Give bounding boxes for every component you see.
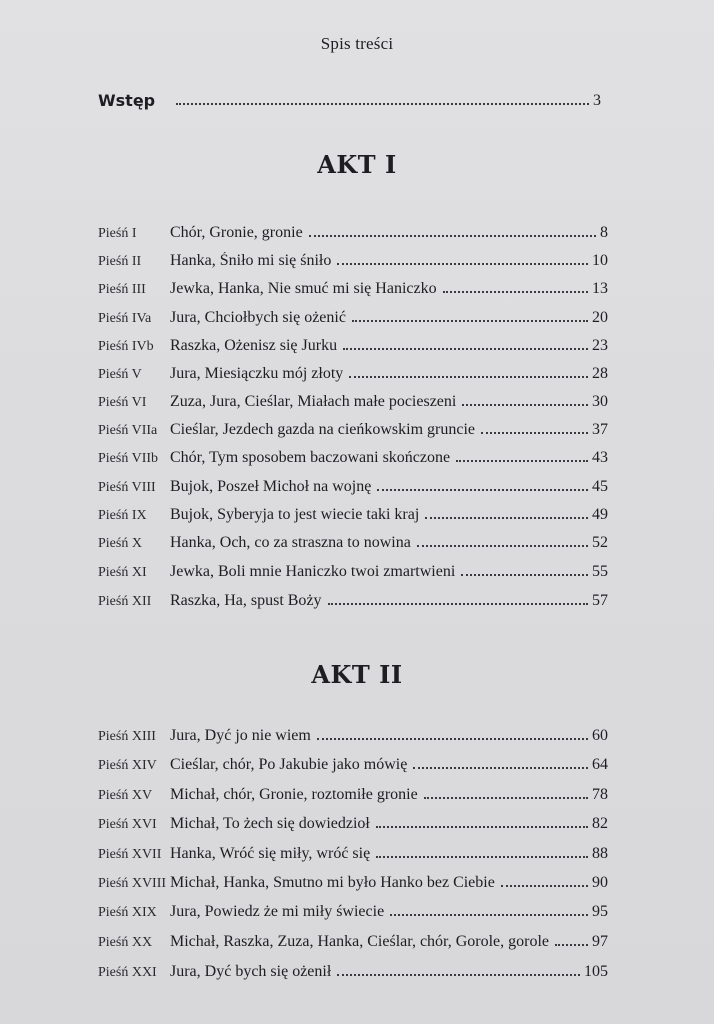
song-title: Jura, Dyć bych się ożenił — [170, 963, 332, 980]
page-number: 45 — [592, 478, 608, 495]
song-title: Hanka, Śniło mi się śniło — [170, 252, 332, 269]
song-number: Pieśń XI — [98, 565, 147, 580]
song-number: Pieśń VIIa — [98, 423, 158, 438]
song-title: Cieślar, chór, Po Jakubie jako mówię — [170, 756, 408, 773]
toc-entry — [98, 500, 608, 524]
song-title: Jura, Chciołbych się ożenić — [170, 309, 346, 326]
dot-leader — [176, 103, 589, 105]
toc-entry — [98, 897, 608, 921]
song-title: Jura, Dyć jo nie wiem — [170, 727, 311, 744]
page-number: 37 — [592, 421, 608, 438]
song-number: Pieśń IVb — [98, 339, 154, 354]
toc-entry — [98, 218, 608, 242]
song-number: Pieśń I — [98, 226, 137, 241]
song-title: Michał, To żech się dowiedzioł — [170, 815, 370, 832]
page-number: 64 — [592, 756, 608, 773]
song-number: Pieśń III — [98, 282, 146, 297]
toc-entry — [98, 750, 608, 774]
toc-entry — [98, 927, 608, 951]
dot-leader — [462, 404, 588, 406]
song-number: Pieśń XII — [98, 594, 152, 609]
dot-leader — [424, 797, 588, 799]
song-title: Jewka, Boli mnie Haniczko twoi zmartwieni — [170, 563, 456, 580]
page-number: 43 — [592, 449, 608, 466]
dot-leader — [337, 263, 588, 265]
page-number: 49 — [592, 506, 608, 523]
page-number: 3 — [593, 92, 601, 109]
page-number: 97 — [592, 933, 608, 950]
dot-leader — [337, 974, 580, 976]
song-number: Pieśń XIX — [98, 905, 157, 920]
song-number: Pieśń V — [98, 367, 142, 382]
song-title: Cieślar, Jezdech gazda na cieńkowskim gruncie — [170, 421, 476, 438]
toc-entry — [98, 721, 608, 745]
dot-leader — [390, 914, 588, 916]
toc-entry — [98, 415, 608, 439]
toc-entry — [98, 957, 608, 981]
toc-entry — [98, 359, 608, 383]
page-number: 57 — [592, 592, 608, 609]
dot-leader — [443, 291, 588, 293]
toc-entry — [98, 331, 608, 355]
song-title: Jura, Powiedz że mi miły świecie — [170, 903, 385, 920]
page-number: 52 — [592, 534, 608, 551]
page-number: 20 — [592, 309, 608, 326]
dot-leader — [328, 603, 588, 605]
dot-leader — [352, 320, 588, 322]
song-number: Pieśń XIV — [98, 758, 157, 773]
song-number: Pieśń XVIII — [98, 876, 167, 891]
toc-entry-intro — [98, 86, 601, 110]
dot-leader — [481, 432, 588, 434]
song-title: Hanka, Och, co za straszna to nowina — [170, 534, 411, 551]
song-title: Bujok, Syberyja to jest wiecie taki kraj — [170, 506, 420, 523]
dot-leader — [376, 856, 588, 858]
page-number: 30 — [592, 393, 608, 410]
song-number: Pieśń XXI — [98, 965, 157, 980]
dot-leader — [349, 376, 588, 378]
toc-entry — [98, 868, 608, 892]
act-1-heading: AKT I — [317, 150, 397, 179]
song-number: Pieśń IX — [98, 508, 147, 523]
song-number: Pieśń X — [98, 536, 142, 551]
dot-leader — [501, 885, 588, 887]
song-title: Raszka, Ha, spust Boży — [170, 592, 322, 609]
song-title: Bujok, Poszeł Michoł na wojnę — [170, 478, 372, 495]
song-title: Chór, Tym sposobem baczowani skończone — [170, 449, 451, 466]
toc-entry — [98, 557, 608, 581]
dot-leader — [456, 460, 588, 462]
song-title: Zuza, Jura, Cieślar, Miałach małe pocieszeni — [170, 393, 457, 410]
page-number: 82 — [592, 815, 608, 832]
intro-label: Wstęp — [98, 91, 156, 110]
song-title: Michał, chór, Gronie, roztomiłe gronie — [170, 786, 418, 803]
toc-entry — [98, 472, 608, 496]
dot-leader — [555, 944, 588, 946]
toc-entry — [98, 303, 608, 327]
toc-entry — [98, 780, 608, 804]
song-title: Raszka, Ożenisz się Jurku — [170, 337, 338, 354]
toc-entry — [98, 387, 608, 411]
song-number: Pieśń VIII — [98, 480, 156, 495]
page-number: 8 — [600, 224, 608, 241]
page-number: 78 — [592, 786, 608, 803]
dot-leader — [461, 574, 588, 576]
dot-leader — [377, 489, 588, 491]
dot-leader — [425, 517, 588, 519]
song-title: Michał, Hanka, Smutno mi było Hanko bez Ciebie — [170, 874, 495, 891]
act-2-heading: AKT II — [311, 660, 403, 689]
toc-entry — [98, 809, 608, 833]
dot-leader — [417, 545, 588, 547]
song-number: Pieśń VI — [98, 395, 147, 410]
toc-entry — [98, 839, 608, 863]
song-number: Pieśń VIIb — [98, 451, 159, 466]
song-number: Pieśń XVII — [98, 847, 162, 862]
page-number: 90 — [592, 874, 608, 891]
page-number: 10 — [592, 252, 608, 269]
dot-leader — [317, 738, 588, 740]
page-number: 13 — [592, 280, 608, 297]
dot-leader — [413, 767, 588, 769]
page-number: 28 — [592, 365, 608, 382]
song-number: Pieśń XV — [98, 788, 153, 803]
page-number: 95 — [592, 903, 608, 920]
song-title: Jewka, Hanka, Nie smuć mi się Haniczko — [170, 280, 437, 297]
page-number: 55 — [592, 563, 608, 580]
running-title: Spis treści — [320, 34, 394, 53]
page-number: 23 — [592, 337, 608, 354]
dot-leader — [343, 348, 588, 350]
toc-entry — [98, 528, 608, 552]
toc-entry — [98, 274, 608, 298]
toc-entry — [98, 586, 608, 610]
song-title: Michał, Raszka, Zuza, Hanka, Cieślar, chór, Gorole, gorole — [170, 933, 550, 950]
song-title: Jura, Miesiączku mój złoty — [170, 365, 344, 382]
page-number: 105 — [584, 963, 608, 980]
toc-entry — [98, 246, 608, 270]
page-number: 60 — [592, 727, 608, 744]
song-number: Pieśń XVI — [98, 817, 157, 832]
song-title: Hanka, Wróć się miły, wróć się — [170, 845, 371, 862]
dot-leader — [309, 235, 596, 237]
page-number: 88 — [592, 845, 608, 862]
song-number: Pieśń XIII — [98, 729, 156, 744]
dot-leader — [376, 826, 588, 828]
toc-entry — [98, 443, 608, 467]
song-number: Pieśń II — [98, 254, 142, 269]
song-number: Pieśń XX — [98, 935, 153, 950]
song-number: Pieśń IVa — [98, 311, 152, 326]
song-title: Chór, Gronie, gronie — [170, 224, 303, 241]
